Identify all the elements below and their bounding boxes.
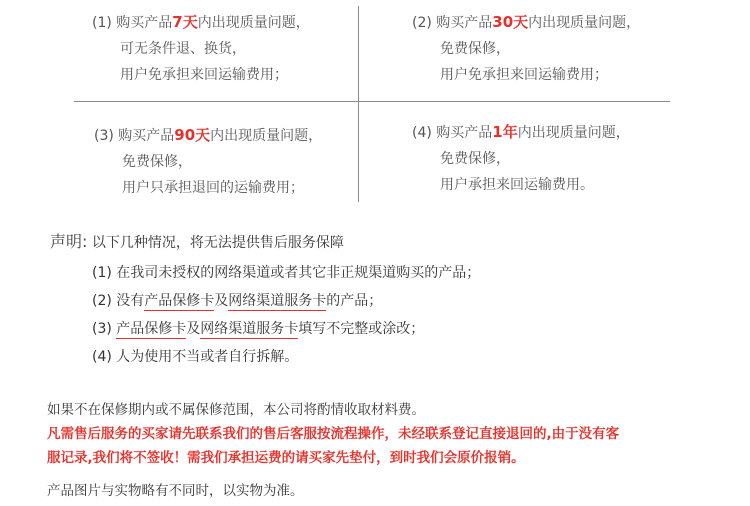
underlined-term: 网络渠道服务卡 [200,321,299,337]
statement-heading-row [50,229,344,252]
note-image-disclaimer: 产品图片与实物略有不同时，以实物为准。 [47,483,304,499]
statement-item [92,291,480,319]
quadrant-1-year: (4) 购买产品1年内出现质量问题， 免费保修， 用户承担来回运输费用。 [412,123,630,193]
statement-text: 及 [214,293,229,309]
note-red-line-1: 凡需售后服务的买家请先联系我们的售后客服按流程操作，未经联系登记直接退回的,由于没有客 [47,426,620,442]
quadrant-30-days: (2) 购买产品30天内出现质量问题， 免费保修， 用户免承担来回运输费用； [412,13,641,83]
statement-text: 填写不完整或涂改； [298,321,425,337]
underlined-term: 产品保修卡 [116,321,187,337]
statement-heading: 声明: [50,232,88,251]
quadrant-90-days: (3) 购买产品90天内出现质量问题， 免费保修， 用户只承担退回的运输费用； [94,126,323,196]
statement-item [92,319,480,347]
statement-text: 及 [186,321,201,337]
underlined-term: 产品保修卡 [144,293,215,309]
divider-horizontal [74,101,670,102]
underlined-term: 网络渠道服务卡 [228,293,327,309]
statement-text: (1) 在我司未授权的网络渠道或者其它非正规渠道购买的产品； [92,265,481,281]
note-red-line-2: 服记录,我们将不签收！需我们承担运费的请买家先垫付，到时我们会原价报销。 [47,450,525,466]
statement-list [92,263,480,375]
statement-item [92,263,480,291]
statement-intro: 以下几种情况，将无法提供售后服务保障 [91,235,344,251]
statement-text: (3) [92,321,117,337]
statement-text: 的产品； [326,293,383,309]
note-warranty: 如果不在保修期内或不属保修范围，本公司将酌情收取材料费。 [47,402,425,418]
statement-text: (2) 没有 [92,293,145,309]
quadrant-7-days: (1) 购买产品7天内出现质量问题， 可无条件退、换货， 用户免承担来回运输费用； [92,13,310,83]
statement-text: (4) 人为使用不当或者自行拆解。 [92,349,299,365]
divider-vertical [358,6,359,202]
statement-item [92,347,480,375]
